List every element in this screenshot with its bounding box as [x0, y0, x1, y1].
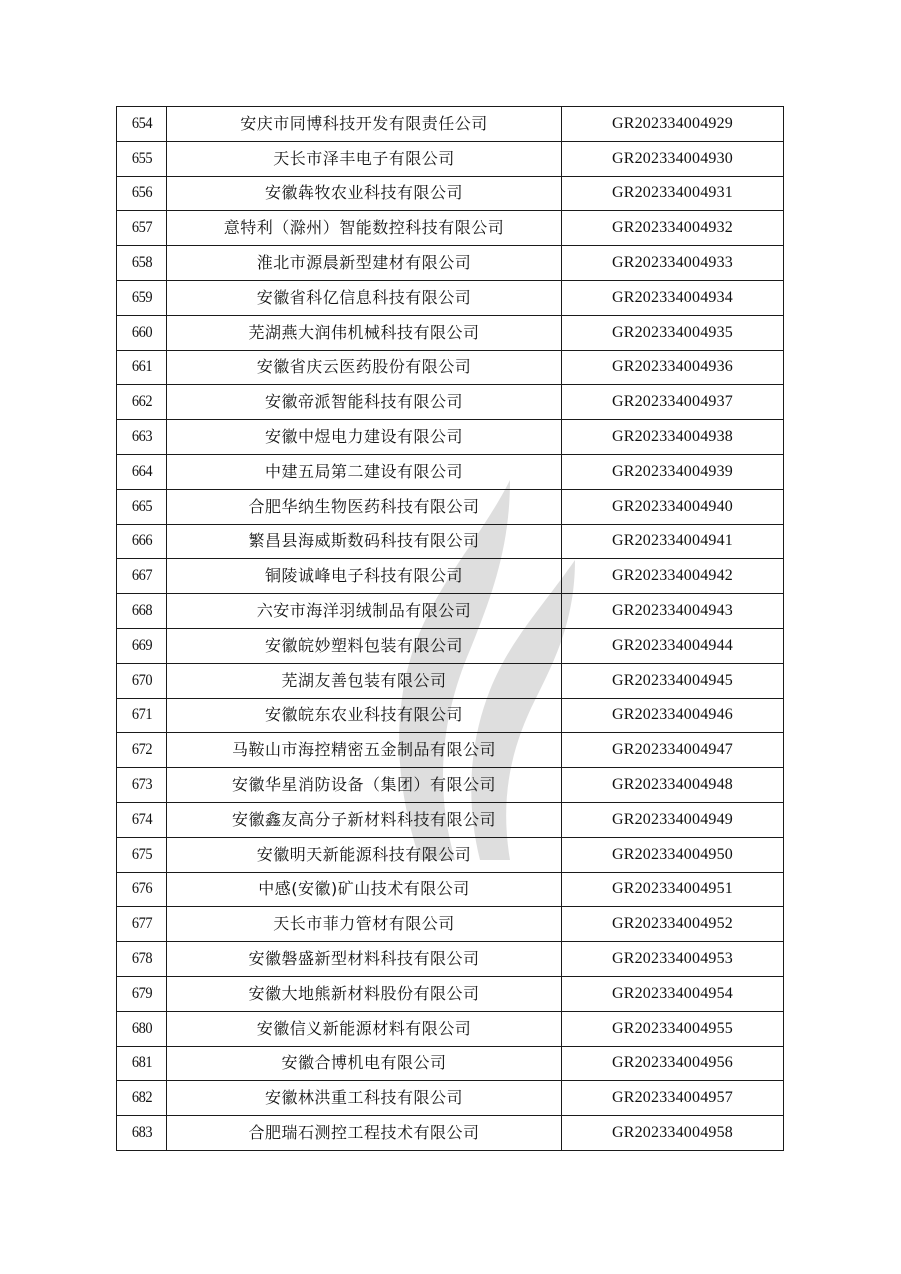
- certificate-code: GR202334004946: [562, 698, 784, 733]
- company-name: 安徽林洪重工科技有限公司: [167, 1081, 562, 1116]
- certificate-code: GR202334004942: [562, 559, 784, 594]
- table-row: [117, 420, 784, 455]
- row-index: 664: [119, 454, 164, 489]
- table-row: [117, 942, 784, 977]
- company-name: 安徽大地熊新材料股份有限公司: [167, 976, 562, 1011]
- table-row: [117, 350, 784, 385]
- table-row: [117, 107, 784, 142]
- row-index: 679: [119, 976, 164, 1011]
- row-index: 668: [119, 594, 164, 629]
- table-row: [117, 837, 784, 872]
- row-index: 654: [119, 107, 164, 142]
- company-name: 铜陵诚峰电子科技有限公司: [167, 559, 562, 594]
- certificate-code: GR202334004940: [562, 489, 784, 524]
- certificate-code: GR202334004956: [562, 1046, 784, 1081]
- row-index: 656: [119, 176, 164, 211]
- company-name: 安徽明天新能源科技有限公司: [167, 837, 562, 872]
- certificate-code: GR202334004935: [562, 315, 784, 350]
- row-index: 678: [119, 942, 164, 977]
- certificate-code: GR202334004938: [562, 420, 784, 455]
- row-index: 671: [119, 698, 164, 733]
- table-row: [117, 385, 784, 420]
- certificate-code: GR202334004929: [562, 107, 784, 142]
- certificate-code: GR202334004937: [562, 385, 784, 420]
- row-index: 682: [119, 1081, 164, 1116]
- certificate-code: GR202334004952: [562, 907, 784, 942]
- row-index: 655: [119, 141, 164, 176]
- table-row: [117, 872, 784, 907]
- company-name: 安徽中煜电力建设有限公司: [167, 420, 562, 455]
- certificate-code: GR202334004941: [562, 524, 784, 559]
- row-index: 660: [119, 315, 164, 350]
- table-row: [117, 489, 784, 524]
- certificate-code: GR202334004949: [562, 802, 784, 837]
- certificate-code: GR202334004930: [562, 141, 784, 176]
- table-row: [117, 1011, 784, 1046]
- table-row: [117, 141, 784, 176]
- row-index: 680: [119, 1011, 164, 1046]
- company-name: 安徽华星消防设备（集团）有限公司: [167, 768, 562, 803]
- company-name: 意特利（滁州）智能数控科技有限公司: [167, 211, 562, 246]
- certificate-code: GR202334004934: [562, 280, 784, 315]
- company-name: 中建五局第二建设有限公司: [167, 454, 562, 489]
- table-row: [117, 768, 784, 803]
- table-row: [117, 733, 784, 768]
- table-row: [117, 315, 784, 350]
- company-name: 天长市菲力管材有限公司: [167, 907, 562, 942]
- table-row: [117, 524, 784, 559]
- certificate-code: GR202334004951: [562, 872, 784, 907]
- company-name: 安徽帝派智能科技有限公司: [167, 385, 562, 420]
- company-name: 合肥瑞石测控工程技术有限公司: [167, 1116, 562, 1151]
- certificate-code: GR202334004945: [562, 663, 784, 698]
- certificate-code: GR202334004950: [562, 837, 784, 872]
- company-name: 安徽合博机电有限公司: [167, 1046, 562, 1081]
- company-name: 芜湖友善包装有限公司: [167, 663, 562, 698]
- row-index: 661: [119, 350, 164, 385]
- row-index: 666: [119, 524, 164, 559]
- row-index: 669: [119, 628, 164, 663]
- table-row: [117, 176, 784, 211]
- table-row: [117, 559, 784, 594]
- row-index: 670: [119, 663, 164, 698]
- table-row: [117, 698, 784, 733]
- table-row: [117, 1081, 784, 1116]
- company-certificate-table: [116, 106, 784, 1151]
- company-name: 安徽犇牧农业科技有限公司: [167, 176, 562, 211]
- row-index: 674: [119, 802, 164, 837]
- table-row: [117, 1046, 784, 1081]
- certificate-code: GR202334004948: [562, 768, 784, 803]
- company-name: 安徽信义新能源材料有限公司: [167, 1011, 562, 1046]
- company-name: 天长市泽丰电子有限公司: [167, 141, 562, 176]
- company-name: 安徽鑫友高分子新材料科技有限公司: [167, 802, 562, 837]
- table-row: [117, 594, 784, 629]
- company-name: 芜湖燕大润伟机械科技有限公司: [167, 315, 562, 350]
- row-index: 659: [119, 280, 164, 315]
- certificate-code: GR202334004933: [562, 246, 784, 281]
- certificate-code: GR202334004947: [562, 733, 784, 768]
- table-row: [117, 211, 784, 246]
- row-index: 677: [119, 907, 164, 942]
- company-name: 合肥华纳生物医药科技有限公司: [167, 489, 562, 524]
- certificate-code: GR202334004939: [562, 454, 784, 489]
- certificate-code: GR202334004932: [562, 211, 784, 246]
- certificate-code: GR202334004936: [562, 350, 784, 385]
- company-name: 中感(安徽)矿山技术有限公司: [167, 872, 562, 907]
- company-name: 安徽皖妙塑料包装有限公司: [167, 628, 562, 663]
- table-row: [117, 454, 784, 489]
- table-row: [117, 907, 784, 942]
- company-name: 马鞍山市海控精密五金制品有限公司: [167, 733, 562, 768]
- row-index: 662: [119, 385, 164, 420]
- company-name: 安徽省庆云医药股份有限公司: [167, 350, 562, 385]
- table-row: [117, 802, 784, 837]
- certificate-code: GR202334004957: [562, 1081, 784, 1116]
- row-index: 681: [119, 1046, 164, 1081]
- company-name: 淮北市源晨新型建材有限公司: [167, 246, 562, 281]
- row-index: 657: [119, 211, 164, 246]
- row-index: 676: [119, 872, 164, 907]
- table-row: [117, 1116, 784, 1151]
- row-index: 667: [119, 559, 164, 594]
- company-name: 繁昌县海威斯数码科技有限公司: [167, 524, 562, 559]
- row-index: 675: [119, 837, 164, 872]
- company-name: 六安市海洋羽绒制品有限公司: [167, 594, 562, 629]
- company-name: 安庆市同博科技开发有限责任公司: [167, 107, 562, 142]
- row-index: 672: [119, 733, 164, 768]
- row-index: 683: [119, 1116, 164, 1151]
- table-row: [117, 280, 784, 315]
- table-row: [117, 976, 784, 1011]
- row-index: 665: [119, 489, 164, 524]
- certificate-code: GR202334004955: [562, 1011, 784, 1046]
- table-row: [117, 628, 784, 663]
- certificate-code: GR202334004931: [562, 176, 784, 211]
- row-index: 658: [119, 246, 164, 281]
- table-row: [117, 663, 784, 698]
- row-index: 663: [119, 420, 164, 455]
- certificate-code: GR202334004958: [562, 1116, 784, 1151]
- certificate-code: GR202334004954: [562, 976, 784, 1011]
- certificate-code: GR202334004953: [562, 942, 784, 977]
- company-name: 安徽皖东农业科技有限公司: [167, 698, 562, 733]
- company-name: 安徽磐盛新型材料科技有限公司: [167, 942, 562, 977]
- certificate-code: GR202334004943: [562, 594, 784, 629]
- company-name: 安徽省科亿信息科技有限公司: [167, 280, 562, 315]
- row-index: 673: [119, 768, 164, 803]
- table-row: [117, 246, 784, 281]
- certificate-code: GR202334004944: [562, 628, 784, 663]
